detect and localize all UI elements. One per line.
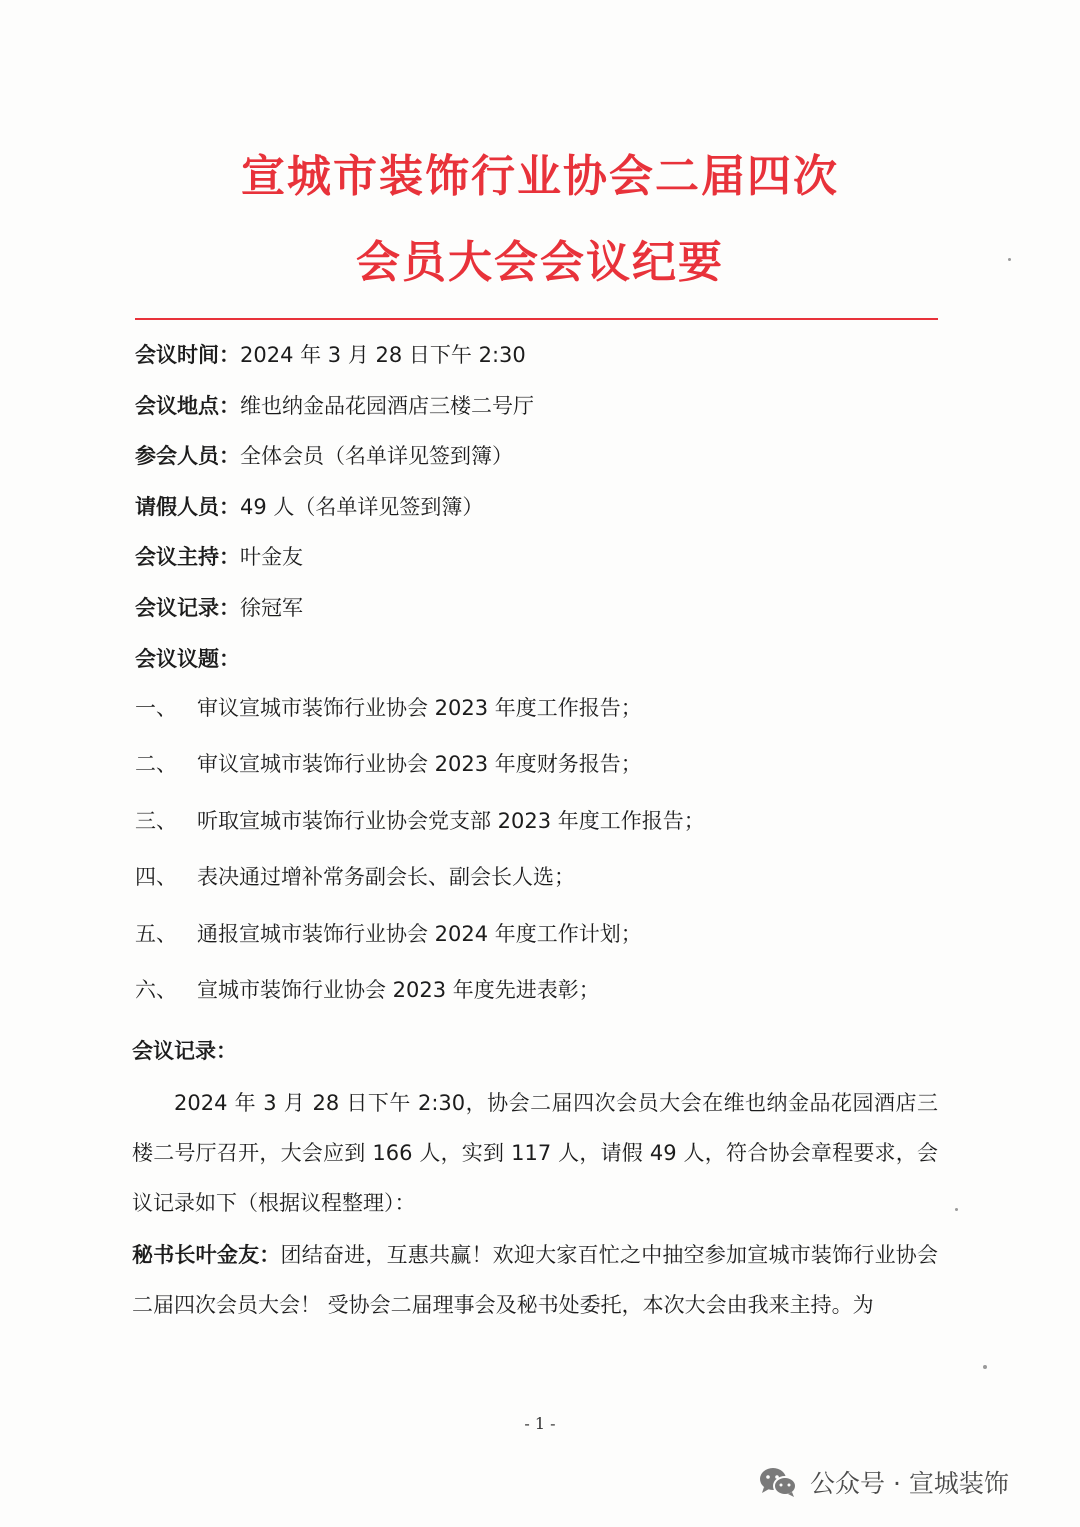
meta-agenda-heading	[135, 644, 240, 674]
wechat-icon	[758, 1465, 798, 1499]
agenda-text: 宣城市装饰行业协会 2023 年度先进表彰；	[197, 978, 600, 1002]
meta-host	[135, 542, 303, 572]
record-paragraph: 2024 年 3 月 28 日下午 2:30，协会二届四次会员大会在维也纳金品花园酒店三楼二号厅召开，大会应到 166 人，实到 117 人，请假 49 人，符合协会章程要求，会议记录如下（根据议程整理）：	[132, 1091, 938, 1215]
scan-speck	[955, 1208, 958, 1211]
watermark	[758, 1462, 1009, 1502]
agenda-number: 一、	[135, 696, 177, 720]
agenda-item	[135, 806, 705, 836]
agenda-number: 六、	[135, 978, 177, 1002]
agenda-text: 审议宣城市装饰行业协会 2023 年度财务报告；	[197, 752, 642, 776]
watermark-text: 公众号 · 宣城装饰	[810, 1469, 1009, 1498]
agenda-number: 三、	[135, 809, 177, 833]
meta-key: 会议记录：	[135, 596, 240, 620]
meta-value: 全体会员（名单详见签到簿）	[240, 444, 513, 468]
agenda-text: 表决通过增补常务副会长、副会长人选；	[197, 865, 575, 889]
meta-key: 请假人员：	[135, 495, 240, 519]
document-title-line1: 宣城市装饰行业协会二届四次	[241, 151, 839, 202]
scan-speck	[1008, 258, 1011, 261]
agenda-number: 四、	[135, 865, 177, 889]
record-heading-text: 会议记录：	[132, 1039, 237, 1063]
meta-attendees	[135, 441, 513, 471]
document-title-line2: 会员大会会议纪要	[356, 237, 724, 288]
meta-recorder	[135, 593, 303, 623]
speech-text: 团结奋进，互惠共赢！欢迎大家百忙之中抽空参加宣城市装饰行业协会二届四次会员大会！ 受协会二届理事会及秘书处委托，本次大会由我来主持。为	[132, 1243, 938, 1317]
meta-key: 会议主持：	[135, 545, 240, 569]
meta-meeting-place	[135, 391, 534, 421]
meta-value: 徐冠军	[240, 596, 303, 620]
agenda-text: 听取宣城市装饰行业协会党支部 2023 年度工作报告；	[197, 809, 705, 833]
record-heading	[132, 1036, 237, 1066]
meta-key: 会议地点：	[135, 394, 240, 418]
meta-key: 会议议题：	[135, 647, 240, 671]
meta-value: 叶金友	[240, 545, 303, 569]
title-divider	[135, 318, 938, 320]
meta-absentees	[135, 492, 483, 522]
page-number: - 1 -	[524, 1414, 556, 1433]
agenda-item	[135, 693, 642, 723]
speech-speaker: 秘书长叶金友：	[132, 1243, 281, 1267]
agenda-text: 审议宣城市装饰行业协会 2023 年度工作报告；	[197, 696, 642, 720]
meta-meeting-time	[135, 340, 526, 370]
speech-paragraph	[132, 1230, 938, 1330]
agenda-item	[135, 749, 642, 779]
scan-speck	[983, 1365, 987, 1369]
agenda-number: 五、	[135, 922, 177, 946]
meta-key: 会议时间：	[135, 343, 240, 367]
agenda-number: 二、	[135, 752, 177, 776]
meta-key: 参会人员：	[135, 444, 240, 468]
meta-value: 维也纳金品花园酒店三楼二号厅	[240, 394, 534, 418]
agenda-item	[135, 862, 575, 892]
meta-value: 49 人（名单详见签到簿）	[240, 495, 484, 519]
agenda-text: 通报宣城市装饰行业协会 2024 年度工作计划；	[197, 922, 642, 946]
agenda-item	[135, 919, 642, 949]
agenda-item	[135, 975, 600, 1005]
meta-value: 2024 年 3 月 28 日下午 2:30	[240, 343, 526, 367]
